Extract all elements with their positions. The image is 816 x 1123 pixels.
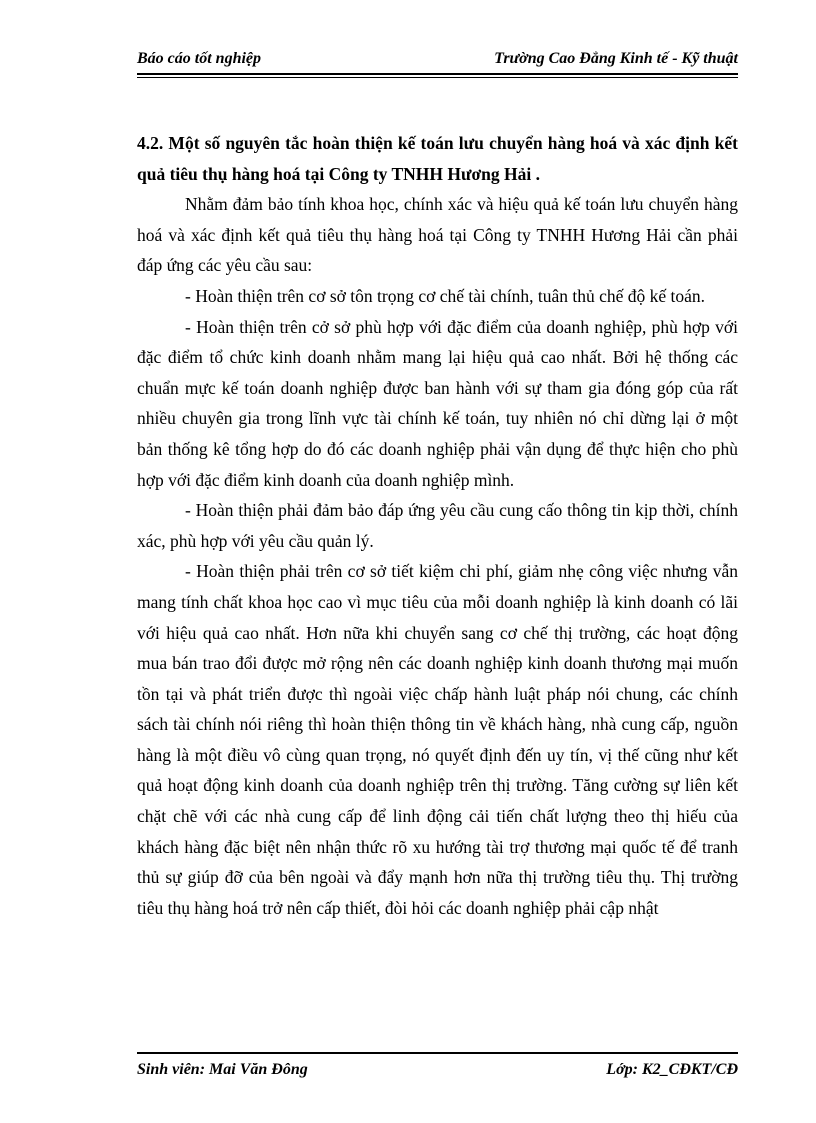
paragraph-requirement-2: - Hoàn thiện trên cở sở phù hợp với đặc điểm của doanh nghiệp, phù hợp với đặc điểm tổ chức kinh doanh nhằm mang lại hiệu quả cao nhất. Bởi hệ thống các chuẩn mực kế toán doanh nghiệp được ban hành với sự tham gia đóng góp của rất nhiều chuyên gia trong lĩnh vực tài chính kế toán, tuy nhiên nó chỉ dừng lại ở một bản thống kê tổng hợp do đó các doanh nghiệp phải vận dụng để thực hiện cho phù hợp với đặc điểm kinh doanh của doanh nghiệp mình.	[137, 316, 738, 490]
footer-rule	[137, 1052, 738, 1054]
header-rule	[137, 73, 738, 75]
header-rule-thin	[137, 77, 738, 78]
footer-class-code: Lớp: K2_CĐKT/CĐ	[606, 1061, 738, 1078]
footer-student-name: Sinh viên: Mai Văn Đông	[137, 1061, 308, 1078]
header-school-name: Trường Cao Đẳng Kinh tế - Kỹ thuật	[494, 50, 738, 67]
header-report-title: Báo cáo tốt nghiệp	[137, 50, 262, 67]
paragraph-intro: Nhằm đảm bảo tính khoa học, chính xác và hiệu quả kế toán lưu chuyển hàng hoá và xác định kết quả tiêu thụ hàng hoá tại Công ty TNHH Hương Hải cần phải đáp ứng các yêu cầu sau:	[137, 194, 738, 276]
paragraph-requirement-3: - Hoàn thiện phải đảm bảo đáp ứng yêu cầu cung cấo thông tin kịp thời, chính xác, phù hợp với yêu cầu quản lý.	[137, 500, 738, 551]
page-footer	[137, 1055, 738, 1085]
page-header	[137, 48, 738, 72]
page-body	[137, 128, 738, 923]
section-heading: 4.2. Một số nguyên tắc hoàn thiện kế toán lưu chuyển hàng hoá và xác định kết quả tiêu thụ hàng hoá tại Công ty TNHH Hương Hải .	[137, 133, 738, 184]
paragraph-requirement-1: - Hoàn thiện trên cơ sở tôn trọng cơ chế tài chính, tuân thủ chế độ kế toán.	[185, 285, 706, 306]
paragraph-requirement-4: - Hoàn thiện phải trên cơ sở tiết kiệm chi phí, giảm nhẹ công việc nhưng vẫn mang tính chất khoa học cao vì mục tiêu của mỗi doanh nghiệp là kinh doanh có lãi với hiệu quả cao nhất. Hơn nữa khi chuyển sang cơ chế thị trường, các hoạt động mua bán trao đổi được mở rộng nên các doanh nghiệp kinh doanh thương mại muốn tồn tại và phát triển được thì ngoài việc chấp hành luật pháp nói chung, các chính sách tài chính nói riêng thì hoàn thiện thông tin về khách hàng, nhà cung cấp, nguồn hàng là một điều vô cùng quan trọng, nó quyết định đến uy tín, vị thế cũng như kết quả hoạt động kinh doanh của doanh nghiệp trên thị trường. Tăng cường sự liên kết chặt chẽ với các nhà cung cấp để linh động cải tiến chất lượng theo thị hiếu của khách hàng đặc biệt nên nhận thức rõ xu hướng tài trợ thương mại quốc tế để tranh thủ sự giúp đỡ của bên ngoài và đẩy mạnh hơn nữa thị trường tiêu thụ. Thị trường tiêu thụ hàng hoá trở nên cấp thiết, đòi hỏi các doanh nghiệp phải cập nhật	[137, 561, 738, 918]
